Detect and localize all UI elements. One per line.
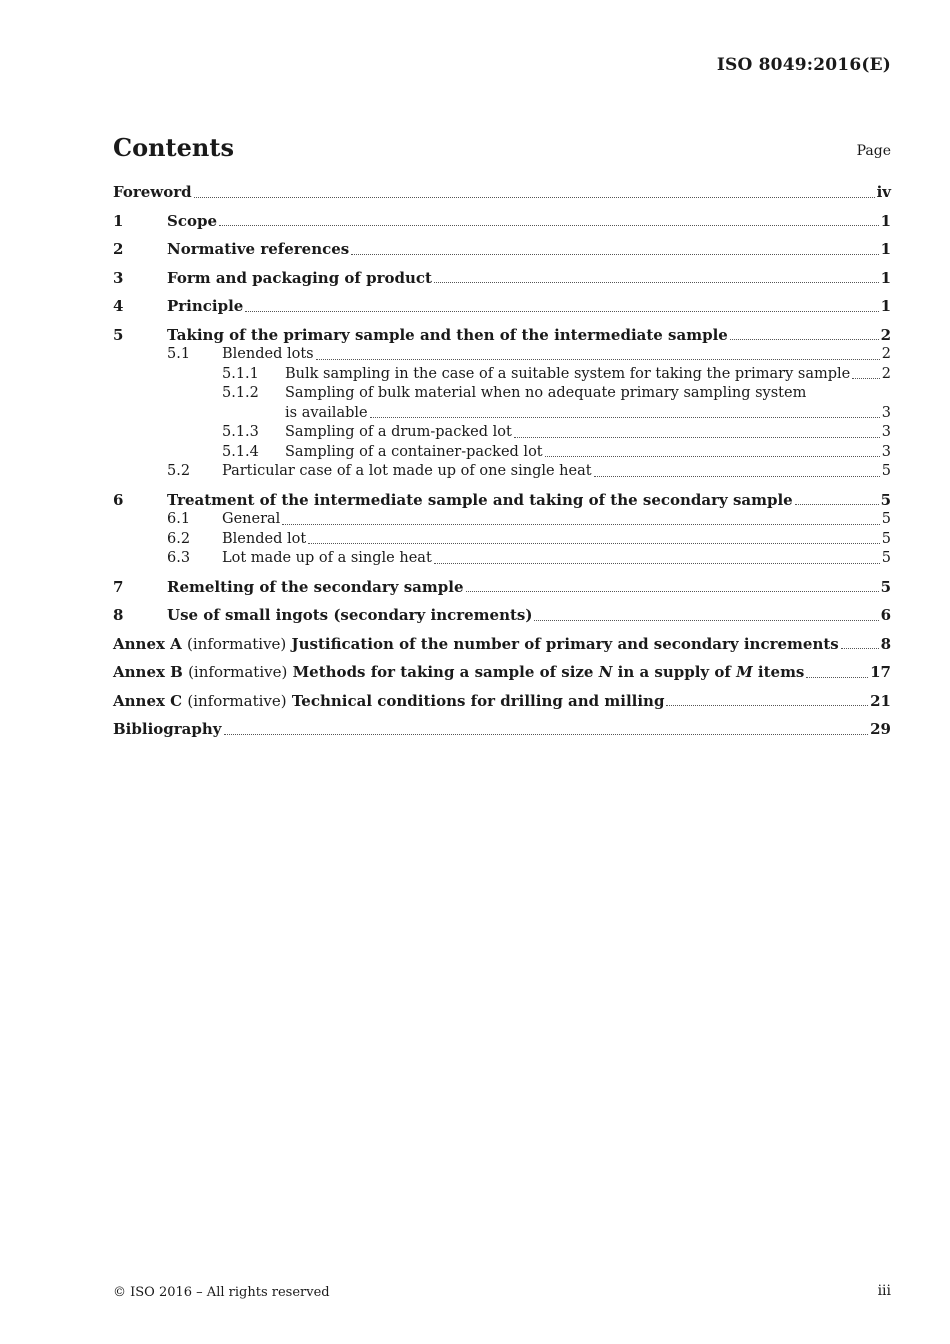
toc-entry-5-1-2-continued[interactable] [113, 404, 891, 424]
annex-tag: Annex C [113, 691, 183, 710]
toc-number: 5.2 [167, 463, 191, 479]
toc-entry-8[interactable] [113, 606, 891, 626]
toc-number: 6 [113, 490, 124, 509]
annex-title-part: in a supply of [612, 663, 737, 681]
toc-entry-6-2[interactable] [113, 530, 891, 550]
toc-entry-6-3[interactable] [113, 549, 891, 569]
toc-title: Blended lot [222, 530, 307, 547]
toc-page: 3 [881, 443, 891, 460]
toc-title: Bibliography [113, 720, 222, 738]
toc-entry-5-2[interactable] [113, 462, 891, 482]
toc-entry-4[interactable] [113, 297, 891, 317]
toc-entry-2[interactable] [113, 240, 891, 260]
dot-leader [730, 336, 879, 340]
toc-entry-5-1[interactable] [113, 345, 891, 365]
toc-annex-title [113, 635, 839, 655]
annex-type: (informative) [188, 663, 288, 681]
toc-page: 3 [881, 404, 891, 421]
toc-number: 6.3 [167, 550, 191, 566]
copyright-notice: © ISO 2016 – All rights reserved [113, 1285, 330, 1300]
toc-page: iv [876, 183, 891, 201]
dot-leader [806, 674, 868, 678]
toc-entry-5-1-2[interactable] [113, 384, 891, 404]
toc-page: 21 [870, 691, 891, 710]
toc-page: 5 [880, 577, 891, 596]
dot-leader [466, 588, 879, 592]
toc-title-line-1: Sampling of bulk material when no adequate primary sampling system [285, 385, 807, 401]
toc-entry-foreword[interactable] [113, 183, 891, 203]
toc-entry-6-1[interactable] [113, 510, 891, 530]
toc-title: Treatment of the intermediate sample and taking of the secondary sample [167, 490, 793, 509]
dot-leader [434, 279, 879, 283]
dot-leader [194, 194, 875, 198]
annex-title-part: items [752, 663, 805, 681]
toc-title: Foreword [113, 183, 192, 201]
toc-page: 1 [880, 240, 891, 258]
annex-type: (informative) [187, 691, 287, 710]
toc-page: 2 [880, 325, 891, 344]
toc-title: Form and packaging of product [167, 268, 432, 287]
toc-number: 6.2 [167, 530, 191, 547]
annex-tag: Annex B [113, 663, 183, 681]
toc-title: Normative references [167, 240, 350, 258]
toc-entry-5-1-1[interactable] [113, 365, 891, 385]
contents-title: Contents [113, 133, 234, 162]
dot-leader [514, 434, 880, 438]
toc-page: 1 [880, 268, 891, 287]
toc-page: 1 [880, 297, 891, 315]
toc-page: 5 [881, 550, 891, 566]
toc-number: 5.1.3 [222, 424, 259, 440]
page-column-label: Page [856, 143, 891, 159]
toc-entry-5-1-3[interactable] [113, 423, 891, 443]
toc-entry-1[interactable] [113, 212, 891, 232]
toc-page: 5 [881, 511, 891, 527]
toc-title: Bulk sampling in the case of a suitable system for taking the primary sample [285, 365, 851, 382]
toc-entry-6[interactable] [113, 491, 891, 511]
toc-title: Taking of the primary sample and then of the intermediate sample [167, 325, 728, 344]
dot-leader [224, 731, 869, 735]
toc-page: 3 [881, 424, 891, 440]
annex-title: Technical conditions for drilling and milling [291, 691, 665, 710]
toc-number: 5.1.4 [222, 443, 259, 460]
toc-entry-5-1-4[interactable] [113, 443, 891, 463]
toc-title: Sampling of a drum-packed lot [285, 424, 512, 440]
annex-title-part: Methods for taking a sample of size [292, 663, 599, 681]
toc-page: 2 [881, 365, 891, 382]
toc-title: Blended lots [222, 346, 314, 362]
toc-page: 5 [881, 463, 891, 479]
toc-number: 3 [113, 268, 124, 287]
dot-leader [594, 473, 880, 477]
annex-title [293, 663, 805, 681]
variable-m: M [736, 663, 753, 681]
table-of-contents [113, 183, 891, 740]
dot-leader [666, 702, 868, 706]
toc-number: 8 [113, 606, 124, 624]
toc-entry-7[interactable] [113, 578, 891, 598]
toc-number: 1 [113, 211, 124, 230]
dot-leader [308, 540, 880, 544]
toc-page: 1 [880, 211, 891, 230]
toc-number: 5.1 [167, 346, 191, 362]
annex-tag: Annex A [113, 634, 182, 653]
dot-leader [370, 414, 880, 418]
dot-leader [841, 645, 879, 649]
annex-type: (informative) [187, 634, 287, 653]
toc-title: Principle [167, 297, 244, 315]
dot-leader [852, 375, 880, 379]
toc-number: 4 [113, 297, 124, 315]
toc-page: 29 [870, 720, 891, 738]
dot-leader [534, 617, 878, 621]
toc-title-line-2: is available [285, 404, 368, 421]
toc-number: 7 [113, 577, 124, 596]
toc-entry-3[interactable] [113, 269, 891, 289]
toc-number: 2 [113, 240, 124, 258]
toc-number: 6.1 [167, 511, 191, 527]
dot-leader [219, 222, 879, 226]
page-number: iii [877, 1283, 891, 1299]
dot-leader [316, 356, 880, 360]
toc-page: 8 [880, 634, 891, 653]
toc-title: Particular case of a lot made up of one single heat [222, 463, 592, 479]
toc-title: Remelting of the secondary sample [167, 577, 464, 596]
toc-page: 6 [880, 606, 891, 624]
toc-number: 5.1.2 [222, 385, 259, 401]
annex-title: Justification of the number of primary and secondary increments [291, 634, 839, 653]
toc-entry-annex-c[interactable] [113, 692, 891, 712]
toc-title: General [222, 511, 281, 527]
toc-annex-title [113, 692, 664, 712]
toc-title: Sampling of a container-packed lot [285, 443, 543, 460]
toc-entry-5[interactable] [113, 326, 891, 346]
toc-entry-annex-b[interactable] [113, 663, 891, 683]
toc-page: 17 [870, 663, 891, 681]
toc-title: Use of small ingots (secondary increments) [167, 606, 533, 624]
variable-n: N [598, 663, 613, 681]
dot-leader [434, 560, 880, 564]
toc-entry-bibliography[interactable] [113, 720, 891, 740]
dot-leader [282, 521, 879, 525]
toc-number: 5.1.1 [222, 365, 259, 382]
document-id: ISO 8049:2016(E) [716, 55, 891, 75]
dot-leader [545, 453, 880, 457]
dot-leader [245, 308, 878, 312]
toc-entry-annex-a[interactable] [113, 635, 891, 655]
toc-title: Scope [167, 211, 218, 230]
toc-page: 2 [881, 346, 891, 362]
toc-page: 5 [881, 530, 891, 547]
dot-leader [351, 251, 878, 255]
toc-annex-title [113, 663, 804, 683]
toc-number: 5 [113, 325, 124, 344]
dot-leader [795, 501, 879, 505]
toc-page: 5 [880, 490, 891, 509]
toc-title: Lot made up of a single heat [222, 550, 432, 566]
